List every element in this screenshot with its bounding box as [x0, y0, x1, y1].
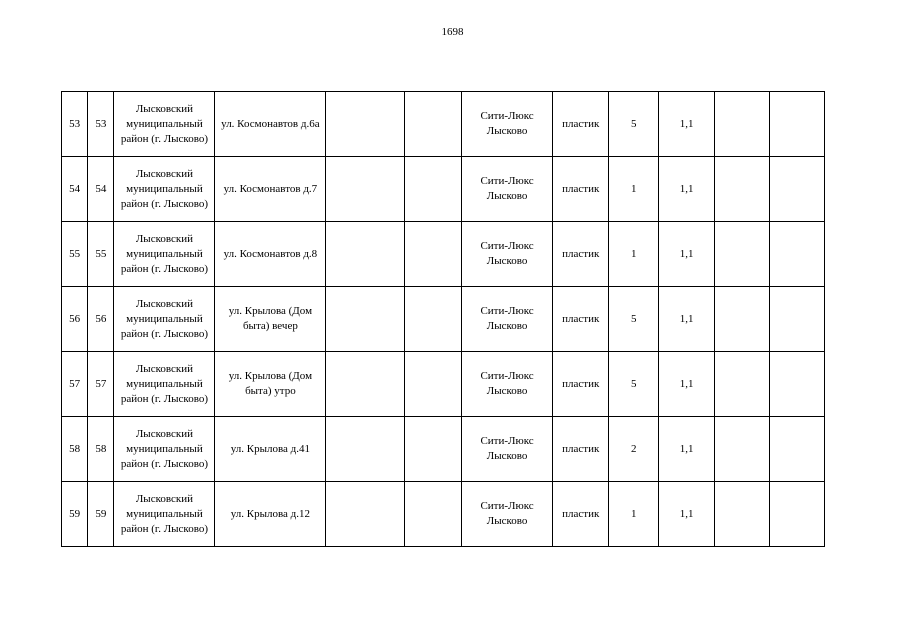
empty-cell-2 [405, 222, 462, 287]
container-count-cell: 1 [608, 157, 658, 222]
operator-cell: Сити-Люкс Лысково [461, 482, 553, 547]
site-number-cell: 54 [88, 157, 114, 222]
empty-cell-4 [770, 222, 825, 287]
empty-cell-4 [770, 287, 825, 352]
site-number-cell: 55 [88, 222, 114, 287]
empty-cell-2 [405, 417, 462, 482]
material-cell: пластик [553, 222, 609, 287]
empty-cell-3 [714, 92, 770, 157]
address-cell: ул. Космонавтов д.7 [215, 157, 326, 222]
container-count-cell: 5 [608, 92, 658, 157]
empty-cell-4 [770, 157, 825, 222]
empty-cell-2 [405, 157, 462, 222]
table-row [62, 222, 825, 287]
empty-cell-1 [326, 157, 405, 222]
container-volume-cell: 1,1 [659, 92, 715, 157]
material-cell: пластик [553, 92, 609, 157]
row-number-cell: 54 [62, 157, 88, 222]
table-row [62, 417, 825, 482]
empty-cell-2 [405, 92, 462, 157]
table-body [62, 92, 825, 547]
empty-cell-1 [326, 222, 405, 287]
operator-cell: Сити-Люкс Лысково [461, 417, 553, 482]
material-cell: пластик [553, 352, 609, 417]
empty-cell-1 [326, 482, 405, 547]
row-number-cell: 57 [62, 352, 88, 417]
container-count-cell: 1 [608, 482, 658, 547]
district-cell: Лысковский муниципальный район (г. Лысково) [114, 92, 215, 157]
table-row [62, 352, 825, 417]
empty-cell-4 [770, 92, 825, 157]
row-number-cell: 56 [62, 287, 88, 352]
table-row [62, 287, 825, 352]
district-cell: Лысковский муниципальный район (г. Лысково) [114, 352, 215, 417]
material-cell: пластик [553, 417, 609, 482]
operator-cell: Сити-Люкс Лысково [461, 157, 553, 222]
empty-cell-1 [326, 352, 405, 417]
container-volume-cell: 1,1 [659, 482, 715, 547]
address-cell: ул. Крылова д.12 [215, 482, 326, 547]
address-cell: ул. Крылова (Дом быта) вечер [215, 287, 326, 352]
address-cell: ул. Космонавтов д.8 [215, 222, 326, 287]
empty-cell-4 [770, 417, 825, 482]
container-volume-cell: 1,1 [659, 222, 715, 287]
address-cell: ул. Космонавтов д.6а [215, 92, 326, 157]
empty-cell-4 [770, 352, 825, 417]
material-cell: пластик [553, 157, 609, 222]
empty-cell-3 [714, 417, 770, 482]
address-cell: ул. Крылова д.41 [215, 417, 326, 482]
material-cell: пластик [553, 482, 609, 547]
row-number-cell: 55 [62, 222, 88, 287]
container-count-cell: 2 [608, 417, 658, 482]
site-number-cell: 59 [88, 482, 114, 547]
container-volume-cell: 1,1 [659, 287, 715, 352]
empty-cell-2 [405, 482, 462, 547]
container-count-cell: 5 [608, 352, 658, 417]
container-volume-cell: 1,1 [659, 417, 715, 482]
district-cell: Лысковский муниципальный район (г. Лысково) [114, 482, 215, 547]
empty-cell-1 [326, 92, 405, 157]
container-count-cell: 1 [608, 222, 658, 287]
district-cell: Лысковский муниципальный район (г. Лысково) [114, 287, 215, 352]
table-row [62, 92, 825, 157]
site-number-cell: 57 [88, 352, 114, 417]
site-number-cell: 53 [88, 92, 114, 157]
district-cell: Лысковский муниципальный район (г. Лысково) [114, 417, 215, 482]
container-volume-cell: 1,1 [659, 157, 715, 222]
material-cell: пластик [553, 287, 609, 352]
table-row [62, 482, 825, 547]
container-count-cell: 5 [608, 287, 658, 352]
empty-cell-4 [770, 482, 825, 547]
empty-cell-3 [714, 352, 770, 417]
container-volume-cell: 1,1 [659, 352, 715, 417]
row-number-cell: 59 [62, 482, 88, 547]
container-sites-table [61, 91, 825, 547]
page-number: 1698 [441, 26, 464, 38]
empty-cell-3 [714, 222, 770, 287]
operator-cell: Сити-Люкс Лысково [461, 352, 553, 417]
operator-cell: Сити-Люкс Лысково [461, 287, 553, 352]
empty-cell-1 [326, 417, 405, 482]
empty-cell-3 [714, 482, 770, 547]
empty-cell-2 [405, 287, 462, 352]
row-number-cell: 53 [62, 92, 88, 157]
table-row [62, 157, 825, 222]
district-cell: Лысковский муниципальный район (г. Лысково) [114, 222, 215, 287]
empty-cell-3 [714, 287, 770, 352]
operator-cell: Сити-Люкс Лысково [461, 222, 553, 287]
address-cell: ул. Крылова (Дом быта) утро [215, 352, 326, 417]
empty-cell-3 [714, 157, 770, 222]
empty-cell-1 [326, 287, 405, 352]
operator-cell: Сити-Люкс Лысково [461, 92, 553, 157]
district-cell: Лысковский муниципальный район (г. Лысково) [114, 157, 215, 222]
site-number-cell: 56 [88, 287, 114, 352]
row-number-cell: 58 [62, 417, 88, 482]
empty-cell-2 [405, 352, 462, 417]
site-number-cell: 58 [88, 417, 114, 482]
